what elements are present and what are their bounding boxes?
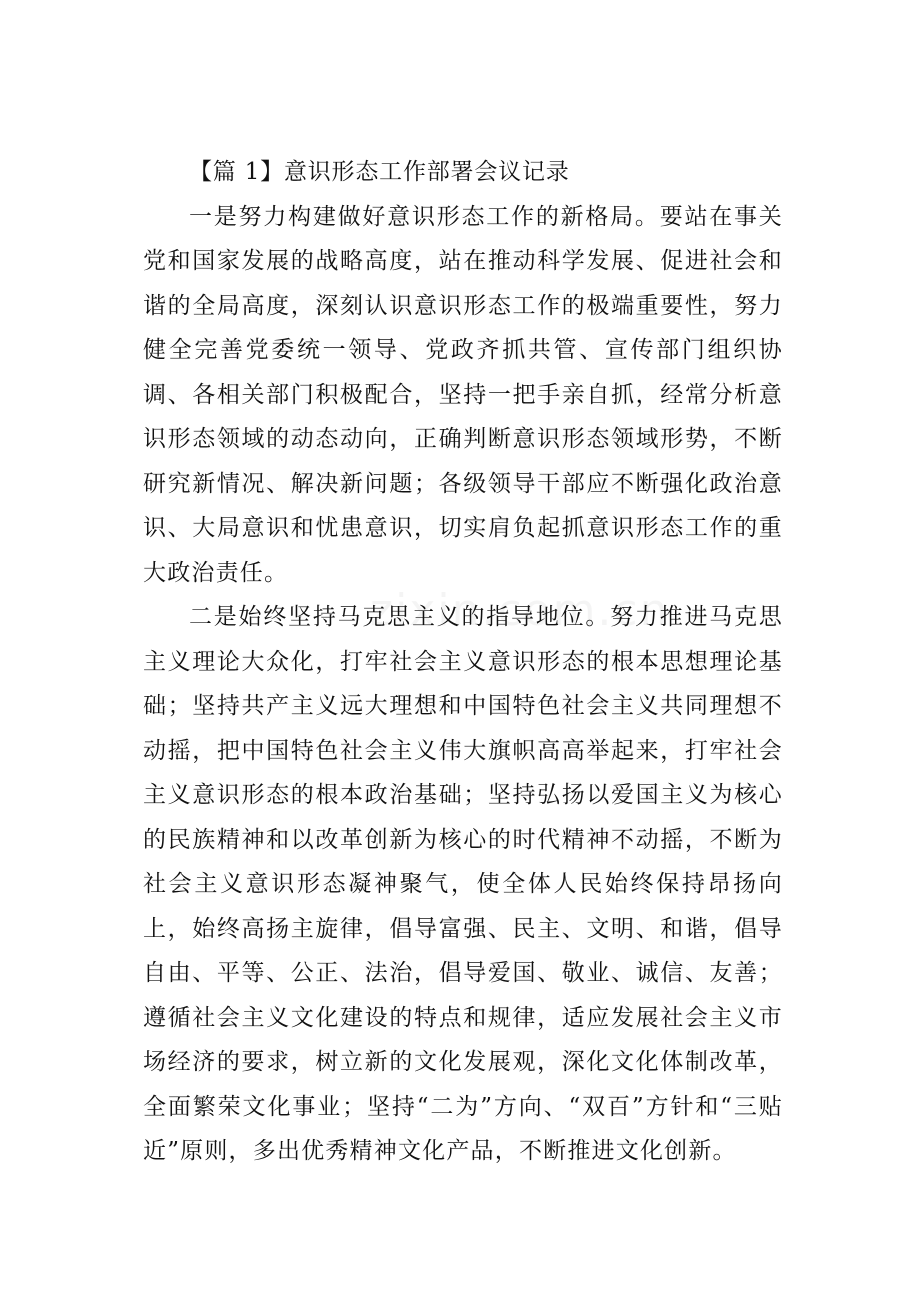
document-heading: 【篇 1】意识形态工作部署会议记录 (189, 159, 570, 185)
document-body (143, 150, 783, 1174)
paragraph-2: 二是始终坚持马克思主义的指导地位。努力推进马克思主义理论大众化，打牢社会主义意识形态的根本思想理论基础；坚持共产主义远大理想和中国特色社会主义共同理想不动摇，把中国特色社会主义伟大旗帜高高举起来，打牢社会主义意识形态的根本政治基础；坚持弘扬以爱国主义为核心的民族精神和以改革创新为核心的时代精神不动摇，不断为社会主义意识形态凝神聚气，使全体人民始终保持昂扬向上，始终高扬主旋律，倡导富强、民主、文明、和谐，倡导自由、平等、公正、法治，倡导爱国、敬业、诚信、友善；遵循社会主义文化建设的特点和规律，适应发展社会主义市场经济的要求，树立新的文化发展观，深化文化体制改革，全面繁荣文化事业；坚持“二为”方向、“双百”方针和“三贴近”原则，多出优秀精神文化产品，不断推进文化创新。 (143, 604, 783, 1164)
paragraph-1: 一是努力构建做好意识形态工作的新格局。要站在事关党和国家发展的战略高度，站在推动科学发展、促进社会和谐的全局高度，深刻认识意识形态工作的极端重要性，努力健全完善党委统一领导、党政齐抓共管、宣传部门组织协调、各相关部门积极配合，坚持一把手亲自抓，经常分析意识形态领域的动态动向，正确判断意识形态领域形势，不断研究新情况、解决新问题；各级领导干部应不断强化政治意识、大局意识和忧患意识，切实肩负起抓意识形态工作的重大政治责任。 (143, 203, 783, 586)
